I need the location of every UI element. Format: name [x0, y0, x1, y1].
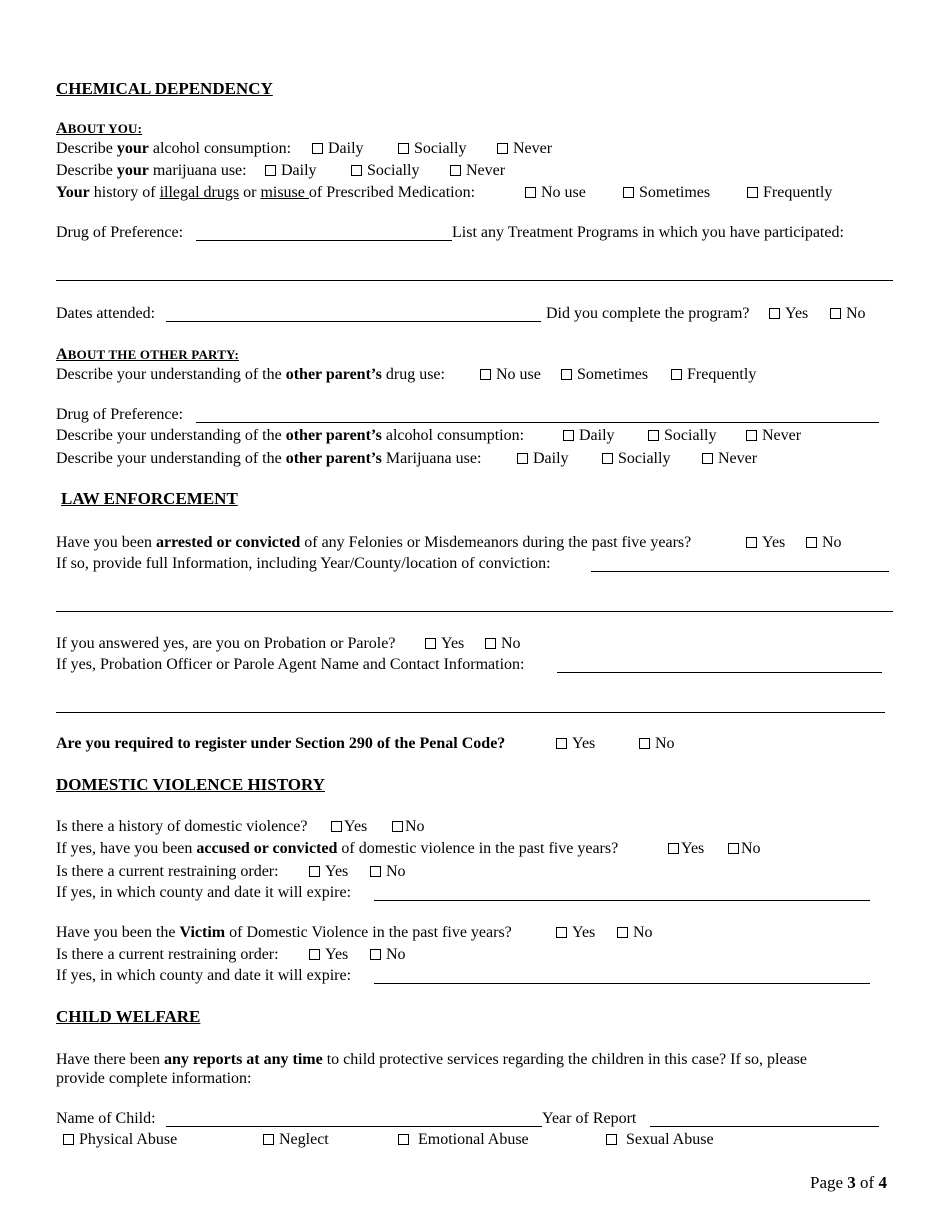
option-label: Daily — [533, 450, 569, 467]
checkbox[interactable] — [769, 308, 780, 319]
option-emotional-abuse[interactable] — [398, 1131, 529, 1149]
label-bold: accused or convicted — [196, 840, 338, 857]
checkbox[interactable] — [480, 369, 491, 380]
label-text: If yes, have you been — [56, 840, 197, 857]
label-underlined: illegal drugs — [159, 184, 240, 201]
option-label: Yes — [572, 735, 596, 752]
page-number — [810, 1174, 887, 1192]
option-yes[interactable] — [746, 534, 785, 552]
label-text: Describe your understanding of the — [56, 366, 286, 383]
option-label: No — [386, 946, 406, 963]
treatment-programs-label: List any Treatment Programs in which you have participated: — [452, 224, 844, 241]
label-text: Describe — [56, 162, 117, 179]
subheading-cap: A — [56, 120, 68, 137]
checkbox[interactable] — [617, 927, 628, 938]
restraining-order-label: Is there a current restraining order: — [56, 946, 279, 963]
option-no[interactable] — [728, 840, 761, 858]
label-text: of Domestic Violence in the past five years? — [225, 924, 512, 941]
checkbox[interactable] — [639, 738, 650, 749]
label-text: alcohol consumption: — [381, 427, 525, 444]
option-yes[interactable] — [556, 924, 595, 942]
option-frequently[interactable] — [747, 184, 832, 202]
other-drug-preference-label: Drug of Preference: — [56, 406, 184, 423]
option-label: Daily — [579, 427, 615, 444]
label-text: of domestic violence in the past five years? — [337, 840, 619, 857]
option-no[interactable] — [639, 735, 675, 753]
option-no[interactable] — [370, 946, 406, 964]
option-no[interactable] — [485, 635, 521, 653]
checkbox[interactable] — [425, 638, 436, 649]
checkbox[interactable] — [648, 430, 659, 441]
section-heading-child-welfare: CHILD WELFARE — [56, 1007, 201, 1026]
option-daily[interactable] — [563, 427, 615, 445]
checkbox[interactable] — [746, 537, 757, 548]
page-label: Page — [810, 1173, 848, 1192]
option-label: Frequently — [687, 366, 757, 383]
option-label: Yes — [325, 863, 349, 880]
checkbox[interactable] — [485, 638, 496, 649]
other-drug-use-row — [56, 366, 445, 384]
checkbox[interactable] — [702, 453, 713, 464]
drug-history-row — [56, 184, 475, 202]
option-label: Never — [466, 162, 506, 179]
option-label: Sometimes — [639, 184, 711, 201]
option-label: Socially — [664, 427, 717, 444]
label-text: Describe your understanding of the — [56, 450, 286, 467]
checkbox[interactable] — [450, 165, 461, 176]
officer-contact-field-continued[interactable] — [56, 712, 885, 713]
checkbox[interactable] — [556, 738, 567, 749]
checkbox[interactable] — [602, 453, 613, 464]
option-no-use[interactable] — [525, 184, 586, 202]
option-daily[interactable] — [265, 162, 317, 180]
option-never[interactable] — [746, 427, 801, 445]
label-text: to child protective services regarding the children in this case? If so, please — [322, 1051, 807, 1068]
option-yes[interactable] — [309, 946, 348, 964]
checkbox[interactable] — [309, 949, 320, 960]
option-label: No — [655, 735, 675, 752]
label-text: of any Felonies or Misdemeanors during the past five years? — [300, 534, 692, 551]
cps-reports-row — [56, 1051, 807, 1069]
option-label: Frequently — [763, 184, 833, 201]
option-yes[interactable] — [769, 305, 808, 323]
dates-attended-label: Dates attended: — [56, 305, 156, 322]
checkbox[interactable] — [309, 866, 320, 877]
dates-attended-field[interactable] — [166, 321, 541, 322]
option-no[interactable] — [370, 863, 406, 881]
other-marijuana-row — [56, 450, 481, 468]
section-heading-domestic-violence: DOMESTIC VIOLENCE HISTORY — [56, 775, 325, 794]
option-label: Emotional Abuse — [418, 1131, 529, 1148]
option-neglect[interactable] — [263, 1131, 329, 1149]
option-never[interactable] — [450, 162, 505, 180]
label-underlined: misuse — [260, 184, 309, 201]
alcohol-consumption-row — [56, 140, 291, 158]
option-label: Never — [718, 450, 758, 467]
option-label: Yes — [344, 818, 368, 835]
subheading-about-you — [56, 120, 142, 138]
subheading-rest: BOUT YOU: — [67, 121, 143, 136]
option-label: Yes — [681, 840, 705, 857]
checkbox[interactable] — [351, 165, 362, 176]
checkbox[interactable] — [312, 143, 323, 154]
conviction-info-field[interactable] — [591, 571, 889, 572]
label-bold: Are you required to register under Section 290 of the Penal Code? — [56, 735, 506, 752]
checkbox[interactable] — [265, 165, 276, 176]
option-yes[interactable] — [331, 818, 367, 836]
option-label: No — [633, 924, 653, 941]
checkbox[interactable] — [392, 821, 403, 832]
option-label: No — [741, 840, 761, 857]
label-bold: your — [116, 140, 149, 157]
dv-accused-row — [56, 840, 618, 858]
option-label: Daily — [281, 162, 317, 179]
option-label: Socially — [618, 450, 671, 467]
drug-preference-label: Drug of Preference: — [56, 224, 184, 241]
option-label: Yes — [785, 305, 809, 322]
checkbox[interactable] — [561, 369, 572, 380]
restraining-order-label: Is there a current restraining order: — [56, 863, 279, 880]
checkbox[interactable] — [63, 1134, 74, 1145]
expire-label: If yes, in which county and date it will expire: — [56, 967, 352, 984]
subheading-about-other-party — [56, 346, 239, 364]
label-bold: other parent’s — [285, 366, 382, 383]
option-label: No use — [541, 184, 586, 201]
checkbox[interactable] — [331, 821, 342, 832]
option-socially[interactable] — [351, 162, 419, 180]
option-label: No — [846, 305, 866, 322]
option-yes[interactable] — [425, 635, 464, 653]
option-no[interactable] — [617, 924, 653, 942]
arrested-row — [56, 534, 691, 552]
conviction-info-label: If so, provide full Information, including Year/County/location of conviction: — [56, 555, 551, 572]
treatment-programs-field[interactable] — [56, 280, 893, 281]
page-current: 3 — [847, 1173, 856, 1192]
option-never[interactable] — [702, 450, 757, 468]
option-physical-abuse[interactable] — [63, 1131, 177, 1149]
option-label: Sexual Abuse — [626, 1131, 714, 1148]
label-bold: arrested or convicted — [155, 534, 301, 551]
checkbox[interactable] — [525, 187, 536, 198]
year-of-report-field[interactable] — [650, 1126, 879, 1127]
option-yes[interactable] — [309, 863, 348, 881]
option-socially[interactable] — [398, 140, 466, 158]
expire-field[interactable] — [374, 900, 870, 901]
label-text: history of — [89, 184, 160, 201]
option-label: Yes — [441, 635, 465, 652]
child-name-label: Name of Child: — [56, 1110, 156, 1127]
label-bold: Your — [56, 184, 90, 201]
marijuana-use-row — [56, 162, 247, 180]
subheading-rest: BOUT THE OTHER PARTY: — [67, 347, 239, 362]
option-label: Physical Abuse — [79, 1131, 178, 1148]
drug-preference-field[interactable] — [196, 240, 452, 241]
checkbox[interactable] — [728, 843, 739, 854]
option-no-use[interactable] — [480, 366, 541, 384]
checkbox[interactable] — [563, 430, 574, 441]
option-label: Daily — [328, 140, 364, 157]
checkbox[interactable] — [747, 187, 758, 198]
option-sometimes[interactable] — [623, 184, 710, 202]
label-text: Describe — [56, 140, 117, 157]
option-never[interactable] — [497, 140, 552, 158]
checkbox[interactable] — [746, 430, 757, 441]
checkbox[interactable] — [517, 453, 528, 464]
label-text: or — [239, 184, 261, 201]
option-label: No — [501, 635, 521, 652]
option-daily[interactable] — [312, 140, 364, 158]
dv-history-label: Is there a history of domestic violence? — [56, 818, 308, 835]
checkbox[interactable] — [263, 1134, 274, 1145]
option-label: No use — [496, 366, 541, 383]
option-label: Yes — [762, 534, 786, 551]
conviction-info-field-continued[interactable] — [56, 611, 893, 612]
page-total: 4 — [878, 1173, 887, 1192]
other-alcohol-row — [56, 427, 524, 445]
section-heading-chemical-dependency: CHEMICAL DEPENDENCY — [56, 79, 273, 98]
option-label: Sometimes — [577, 366, 649, 383]
option-label: Yes — [572, 924, 596, 941]
probation-label: If you answered yes, are you on Probation or Parole? — [56, 635, 396, 652]
option-label: Yes — [325, 946, 349, 963]
label-bold: any reports at any time — [163, 1051, 323, 1068]
option-label: Never — [513, 140, 553, 157]
checkbox[interactable] — [806, 537, 817, 548]
checkbox[interactable] — [671, 369, 682, 380]
option-no[interactable] — [806, 534, 842, 552]
option-no[interactable] — [830, 305, 866, 323]
option-label: Never — [762, 427, 802, 444]
label-text: Have there been — [56, 1051, 164, 1068]
option-frequently[interactable] — [671, 366, 756, 384]
subheading-cap: A — [56, 346, 68, 363]
label-text: alcohol consumption: — [148, 140, 292, 157]
option-label: Socially — [414, 140, 467, 157]
expire-label: If yes, in which county and date it will expire: — [56, 884, 352, 901]
child-name-field[interactable] — [166, 1126, 542, 1127]
section-heading-law-enforcement: LAW ENFORCEMENT — [61, 489, 238, 508]
label-bold: your — [116, 162, 149, 179]
label-text: Describe your understanding of the — [56, 427, 286, 444]
option-sexual-abuse[interactable] — [606, 1131, 714, 1149]
checkbox[interactable] — [830, 308, 841, 319]
checkbox[interactable] — [556, 927, 567, 938]
label-bold: other parent’s — [285, 450, 382, 467]
option-label: Socially — [367, 162, 420, 179]
expire-field[interactable] — [374, 983, 870, 984]
checkbox[interactable] — [398, 143, 409, 154]
label-bold: Victim — [179, 924, 226, 941]
complete-program-label: Did you complete the program? — [546, 305, 750, 322]
option-sometimes[interactable] — [561, 366, 648, 384]
label-text: Marijuana use: — [381, 450, 482, 467]
option-label: Neglect — [279, 1131, 329, 1148]
year-of-report-label: Year of Report — [542, 1110, 637, 1127]
checkbox[interactable] — [398, 1134, 409, 1145]
option-yes[interactable] — [668, 840, 704, 858]
checkbox[interactable] — [606, 1134, 617, 1145]
section290-label — [56, 735, 505, 753]
option-label: No — [386, 863, 406, 880]
officer-contact-label: If yes, Probation Officer or Parole Agent Name and Contact Information: — [56, 656, 525, 673]
option-socially[interactable] — [648, 427, 716, 445]
other-drug-preference-field[interactable] — [196, 422, 879, 423]
label-bold: other parent’s — [285, 427, 382, 444]
checkbox[interactable] — [668, 843, 679, 854]
option-socially[interactable] — [602, 450, 670, 468]
label-text: Have you been the — [56, 924, 180, 941]
dv-victim-row — [56, 924, 512, 942]
label-text: drug use: — [381, 366, 445, 383]
page-of: of — [855, 1173, 879, 1192]
checkbox[interactable] — [370, 866, 381, 877]
cps-reports-line2: provide complete information: — [56, 1070, 252, 1087]
label-text: Have you been — [56, 534, 156, 551]
option-yes[interactable] — [556, 735, 595, 753]
option-daily[interactable] — [517, 450, 569, 468]
checkbox[interactable] — [497, 143, 508, 154]
option-label: No — [405, 818, 425, 835]
officer-contact-field[interactable] — [557, 672, 882, 673]
option-label: No — [822, 534, 842, 551]
label-text: of Prescribed Medication: — [308, 184, 476, 201]
checkbox[interactable] — [623, 187, 634, 198]
label-text: marijuana use: — [148, 162, 247, 179]
checkbox[interactable] — [370, 949, 381, 960]
option-no[interactable] — [392, 818, 425, 836]
